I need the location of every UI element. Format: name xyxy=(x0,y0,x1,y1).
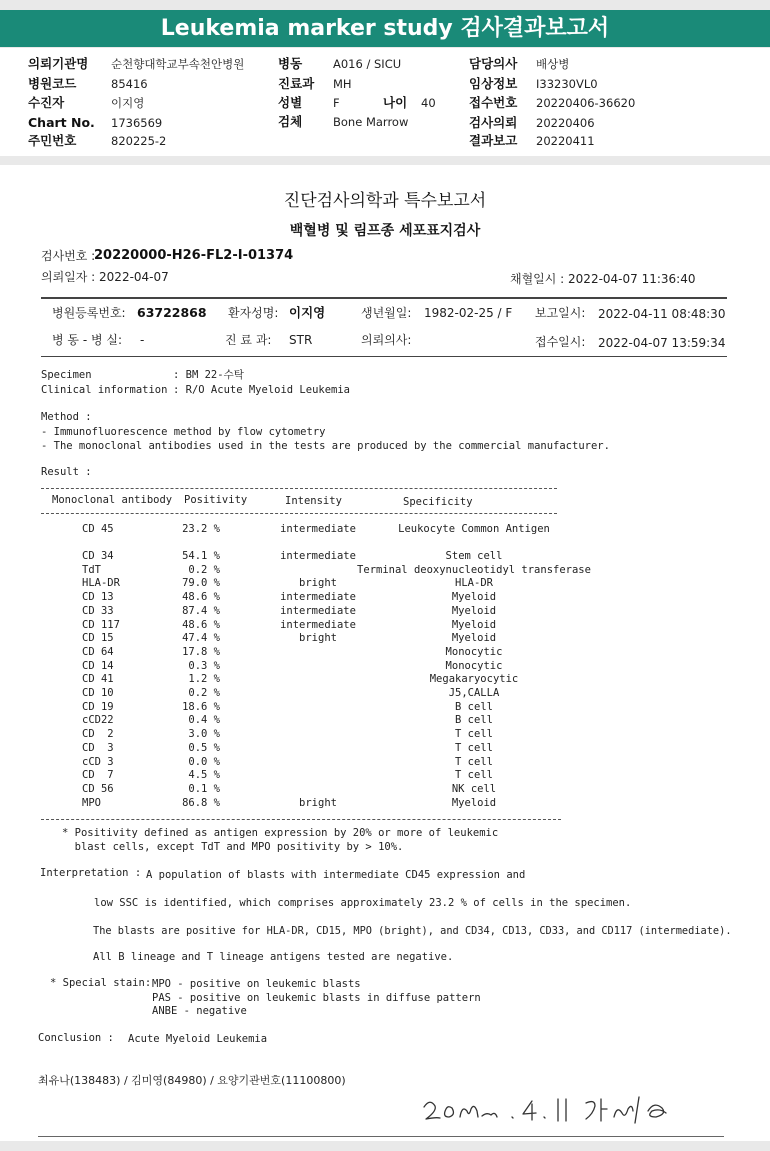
marker-name: CD 56 xyxy=(82,782,114,795)
info-value: 20220406 xyxy=(536,116,595,130)
table-row xyxy=(0,619,770,633)
marker-intensity: bright xyxy=(299,632,337,645)
table-row xyxy=(0,701,770,715)
report-heading: 진단검사의학과 특수보고서 xyxy=(283,191,487,211)
info-value: F xyxy=(333,96,340,110)
marker-specificity: T cell xyxy=(455,769,493,782)
marker-positivity: 0.3 % xyxy=(188,659,220,672)
report-subheading: 백혈병 및 림프종 세포표지검사 xyxy=(289,223,481,239)
marker-positivity: 0.0 % xyxy=(188,755,220,768)
footnote-line: blast cells, except TdT and MPO positivity by > 10%. xyxy=(62,841,404,853)
method-line: - Immunofluorescence method by flow cytometry xyxy=(41,426,326,438)
table-row xyxy=(0,687,770,701)
info-value: I33230VL0 xyxy=(536,77,598,91)
interpretation-line: The blasts are positive for HLA-DR, CD15, MPO (bright), and CD34, CD13, CD33, and CD117 (intermediate). xyxy=(93,925,732,937)
info-label: 성별 xyxy=(278,95,303,110)
marker-name: cCD 3 xyxy=(82,755,114,768)
marker-specificity: HLA-DR xyxy=(455,577,493,590)
marker-positivity: 54.1 % xyxy=(182,550,220,562)
marker-intensity: intermediate xyxy=(280,604,356,617)
info-label: 의뢰기관명 xyxy=(28,56,89,71)
marker-specificity: B cell xyxy=(455,700,493,713)
marker-intensity: intermediate xyxy=(280,618,356,631)
marker-positivity: 47.4 % xyxy=(182,632,220,645)
table-row xyxy=(0,728,770,742)
marker-specificity: Myeloid xyxy=(451,604,497,617)
conclusion-value: Acute Myeloid Leukemia xyxy=(128,1033,268,1045)
result-label: Result : xyxy=(41,466,92,478)
marker-positivity: 0.2 % xyxy=(188,563,220,576)
col-header-positivity: Positivity xyxy=(184,494,248,506)
info-value: 820225-2 xyxy=(111,134,167,148)
marker-specificity: Myeloid xyxy=(451,796,497,809)
report-time: 2022-04-11 08:48:30 xyxy=(598,307,726,321)
physician-label: 의뢰의사: xyxy=(361,333,412,347)
divider xyxy=(41,356,727,357)
info-value: Bone Marrow xyxy=(333,115,409,129)
info-label: 검사의뢰 xyxy=(469,115,518,130)
collection-time: 채혈일시 : 2022-04-07 11:36:40 xyxy=(510,272,696,286)
info-label: 진료과 xyxy=(278,76,315,91)
divider xyxy=(41,297,727,299)
special-stain-label: * Special stain: xyxy=(50,977,152,989)
info-label: 검체 xyxy=(278,114,303,129)
dept-label: 진 료 과: xyxy=(225,333,272,347)
marker-positivity: 0.5 % xyxy=(188,741,220,754)
table-row xyxy=(0,769,770,783)
marker-positivity: 18.6 % xyxy=(182,700,220,713)
marker-name: CD 3 xyxy=(82,741,114,754)
ward-label: 병 동 - 병 실: xyxy=(52,333,122,347)
special-stain-line: ANBE - negative xyxy=(152,1005,247,1017)
signers: 최유나(138483) / 김미영(84980) / 요양기관번호(11100800) xyxy=(38,1074,346,1087)
table-row xyxy=(0,660,770,674)
marker-positivity: 48.6 % xyxy=(182,618,220,631)
marker-name: CD 64 xyxy=(82,645,114,658)
dept-value: STR xyxy=(289,333,313,347)
marker-positivity: 0.4 % xyxy=(188,714,220,727)
marker-name: CD 14 xyxy=(82,659,114,672)
marker-specificity: Myeloid xyxy=(451,618,497,631)
marker-name: CD 15 xyxy=(82,632,114,645)
info-value: 85416 xyxy=(111,77,148,91)
info-value: 이지영 xyxy=(111,96,145,110)
info-label: 접수번호 xyxy=(469,95,518,110)
interpretation-line: A population of blasts with intermediate CD45 expression and xyxy=(146,869,526,881)
reg-no: 63722868 xyxy=(137,305,207,320)
marker-positivity: 17.8 % xyxy=(182,645,220,658)
marker-specificity: Myeloid xyxy=(451,632,497,645)
clinical-label: Clinical information xyxy=(41,384,168,396)
info-value: 1736569 xyxy=(111,116,163,130)
marker-specificity: T cell xyxy=(455,741,493,754)
col-header-intensity: Intensity xyxy=(285,495,342,507)
marker-name: cCD22 xyxy=(82,714,114,727)
clinical-value: : R/O Acute Myeloid Leukemia xyxy=(173,384,351,396)
marker-intensity: intermediate xyxy=(280,523,356,535)
handwritten-signature xyxy=(420,1087,690,1129)
marker-name: CD 7 xyxy=(82,769,114,782)
info-label: 임상정보 xyxy=(469,76,518,91)
table-row xyxy=(0,646,770,660)
marker-positivity: 3.0 % xyxy=(188,728,220,741)
marker-positivity: 86.8 % xyxy=(182,796,220,809)
table-row xyxy=(0,577,770,591)
age-label: 나이 xyxy=(383,95,408,110)
marker-specificity: T cell xyxy=(455,755,493,768)
receipt-time: 2022-04-07 13:59:34 xyxy=(598,336,726,350)
table-row xyxy=(0,742,770,756)
marker-specificity: Stem cell xyxy=(445,550,503,562)
marker-specificity: NK cell xyxy=(451,782,497,795)
table-row xyxy=(0,523,770,537)
marker-name: CD 45 xyxy=(82,523,114,535)
marker-intensity: bright xyxy=(299,577,337,590)
table-rule xyxy=(41,819,561,820)
report-title-bar xyxy=(0,10,770,47)
table-row xyxy=(0,783,770,797)
marker-name: CD 117 xyxy=(82,618,120,631)
method-line: - The monoclonal antibodies used in the tests are produced by the commercial manufacturer. xyxy=(41,440,610,452)
marker-name: CD 41 xyxy=(82,673,114,686)
marker-positivity: 4.5 % xyxy=(188,769,220,782)
marker-name: CD 2 xyxy=(82,728,114,741)
interpretation-line: All B lineage and T lineage antigens tested are negative. xyxy=(93,951,454,963)
table-row xyxy=(0,714,770,728)
marker-name: CD 13 xyxy=(82,591,114,604)
specimen-value: : BM 22-수탁 xyxy=(173,369,244,381)
report-time-label: 보고일시: xyxy=(535,306,586,320)
patient-name: 이지영 xyxy=(289,305,326,320)
info-value: MH xyxy=(333,77,352,91)
info-value: 20220411 xyxy=(536,134,595,148)
marker-positivity: 1.2 % xyxy=(188,673,220,686)
interpretation-line: low SSC is identified, which comprises approximately 23.2 % of cells in the specimen. xyxy=(94,897,632,909)
table-row xyxy=(0,797,770,811)
marker-positivity: 0.2 % xyxy=(188,687,220,699)
info-label: 담당의사 xyxy=(469,56,518,71)
table-row xyxy=(0,673,770,687)
marker-specificity: T cell xyxy=(455,728,493,741)
marker-positivity: 48.6 % xyxy=(182,591,220,604)
age-value: 40 xyxy=(421,96,436,110)
marker-name: CD 34 xyxy=(82,550,114,562)
col-header-antibody: Monoclonal antibody xyxy=(52,494,173,506)
marker-specificity: Myeloid xyxy=(451,591,497,604)
reg-no-label: 병원등록번호: xyxy=(52,306,126,320)
info-label: 주민번호 xyxy=(28,133,77,148)
method-label: Method : xyxy=(41,411,92,423)
table-rule xyxy=(41,488,557,489)
marker-positivity: 0.1 % xyxy=(188,782,220,795)
marker-name: CD 33 xyxy=(82,604,114,617)
report-title: Leukemia marker study 검사결과보고서 xyxy=(160,16,610,41)
marker-intensity: bright xyxy=(299,796,337,809)
special-stain-line: MPO - positive on leukemic blasts xyxy=(152,978,361,990)
table-row xyxy=(0,591,770,605)
marker-specificity: Leukocyte Common Antigen xyxy=(398,523,550,535)
marker-intensity: intermediate xyxy=(280,550,356,562)
patient-name-label: 환자성명: xyxy=(228,306,279,320)
marker-name: MPO xyxy=(82,796,101,809)
marker-name: CD 10 xyxy=(82,687,114,699)
marker-specificity: J5,CALLA xyxy=(448,687,500,699)
marker-specificity: Megakaryocytic xyxy=(429,673,519,686)
marker-name: CD 19 xyxy=(82,700,114,713)
table-row xyxy=(0,550,770,564)
special-stain-line: PAS - positive on leukemic blasts in diffuse pattern xyxy=(152,992,481,1004)
bottom-divider xyxy=(38,1136,724,1137)
ward-value: - xyxy=(140,333,145,347)
table-row xyxy=(0,756,770,770)
table-row xyxy=(0,564,770,578)
header-info-panel xyxy=(0,48,770,156)
info-value: 배상병 xyxy=(536,57,570,71)
marker-positivity: 23.2 % xyxy=(182,523,220,535)
info-label: 병원코드 xyxy=(28,76,77,91)
marker-intensity: intermediate xyxy=(280,591,356,604)
marker-specificity: B cell xyxy=(455,714,493,727)
info-label: 결과보고 xyxy=(469,133,518,148)
info-value: A016 / SICU xyxy=(333,57,402,71)
marker-positivity: 79.0 % xyxy=(182,577,220,590)
specimen-label: Specimen xyxy=(41,369,92,381)
info-label: 병동 xyxy=(278,56,303,71)
footnote-line: * Positivity defined as antigen expression by 20% or more of leukemic xyxy=(62,827,499,839)
request-date: 의뢰일자 : 2022-04-07 xyxy=(41,270,169,284)
interpretation-label: Interpretation : xyxy=(40,867,142,879)
col-header-specificity: Specificity xyxy=(403,496,473,508)
info-value: 순천향대학교부속천안병원 xyxy=(111,57,245,71)
table-rule xyxy=(41,513,557,514)
table-row xyxy=(0,605,770,619)
marker-name: TdT xyxy=(82,563,101,576)
info-label: Chart No. xyxy=(28,115,95,130)
marker-name: HLA-DR xyxy=(82,577,120,590)
marker-specificity: Monocytic xyxy=(445,645,503,658)
info-value: 20220406-36620 xyxy=(536,96,636,110)
receipt-time-label: 접수일시: xyxy=(535,335,586,349)
info-label: 수진자 xyxy=(28,95,65,110)
test-number-label: 검사번호 : xyxy=(41,249,96,263)
birth-label: 생년월일: xyxy=(361,306,412,320)
marker-specificity: Terminal deoxynucleotidyl transferase xyxy=(357,563,591,576)
birth-value: 1982-02-25 / F xyxy=(424,306,513,320)
marker-specificity: Monocytic xyxy=(445,659,503,672)
conclusion-label: Conclusion : xyxy=(38,1032,114,1044)
test-number: 20220000-H26-FL2-I-01374 xyxy=(94,248,294,263)
marker-positivity: 87.4 % xyxy=(182,604,220,617)
table-row xyxy=(0,632,770,646)
